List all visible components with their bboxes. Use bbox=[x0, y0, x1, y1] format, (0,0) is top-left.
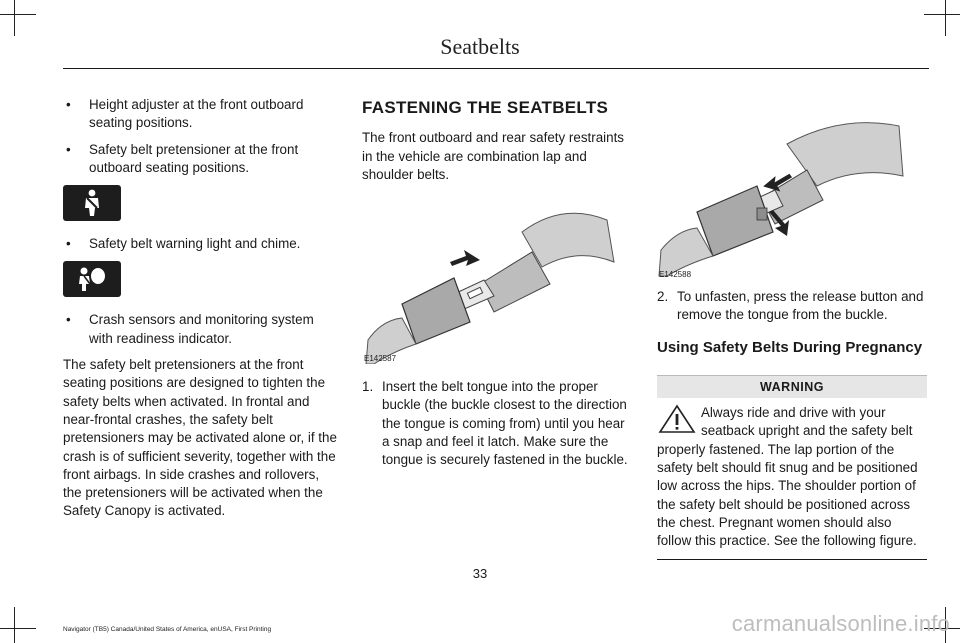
step-text: To unfasten, press the release button and remove the tongue from the buckle. bbox=[677, 289, 924, 323]
subsection-heading: Using Safety Belts During Pregnancy bbox=[657, 338, 923, 356]
list-item bbox=[63, 235, 338, 253]
list-item-text: Crash sensors and monitoring system with readiness indicator. bbox=[89, 312, 314, 346]
page-number: 33 bbox=[472, 566, 488, 581]
step-2 bbox=[657, 288, 927, 325]
list-item bbox=[63, 96, 338, 133]
warning-text: Always ride and drive with your seatback upright and the safety belt properly fastened. The lap portion of the safety belt should fit snug and be positioned low across the hips. The shoulder portion of the safety belt should be positioned across the chest. Pregnant women should also follow this practice. See the following figure. bbox=[657, 405, 918, 549]
buckle-insert-figure bbox=[362, 192, 632, 364]
step-number: 2. bbox=[657, 289, 669, 304]
intro-paragraph: The front outboard and rear safety restraints in the vehicle are combination lap and shoulder belts. bbox=[362, 130, 625, 182]
buckle-release-illustration bbox=[657, 100, 927, 278]
airbag-icon bbox=[63, 261, 121, 297]
seatbelt-warning-icon bbox=[63, 185, 121, 221]
list-item-text: Height adjuster at the front outboard seating positions. bbox=[89, 97, 304, 131]
list-item bbox=[63, 311, 338, 348]
bullet-dot: • bbox=[66, 97, 71, 112]
step-1 bbox=[362, 378, 632, 469]
warning-triangle-icon bbox=[657, 404, 697, 434]
page-title: Seatbelts bbox=[440, 34, 520, 59]
buckle-release-figure bbox=[657, 100, 927, 278]
step-number: 1. bbox=[362, 379, 374, 395]
section-heading: FASTENING THE SEATBELTS bbox=[362, 98, 609, 117]
bullet-dot: • bbox=[66, 236, 71, 252]
warning-label: WARNING bbox=[657, 375, 927, 398]
figure-code: E142587 bbox=[364, 354, 397, 364]
bullet-dot: • bbox=[66, 312, 71, 328]
warning-box bbox=[657, 404, 927, 550]
list-item-text: Safety belt pretensioner at the front outboard seating positions. bbox=[89, 141, 299, 175]
column-1 bbox=[63, 96, 338, 521]
list-item bbox=[63, 141, 338, 178]
column-3 bbox=[657, 96, 927, 560]
step-text: Insert the belt tongue into the proper buckle (the buckle closest to the direction the tongue is coming from) until you hear a snap and feel it latch. Make sure the tongue is securely fastened in the buckle. bbox=[382, 379, 628, 468]
crop-mark-tl-v bbox=[14, 0, 15, 36]
crop-mark-bl-v bbox=[14, 607, 15, 643]
warning-rule bbox=[657, 559, 927, 560]
footer-text: Navigator (TB5) Canada/United States of America, enUSA, First Printing bbox=[63, 626, 272, 633]
list-item-text: Safety belt warning light and chime. bbox=[89, 236, 301, 252]
watermark: carmanualsonline.info bbox=[731, 611, 950, 636]
crop-mark-tl-h bbox=[0, 14, 36, 15]
bullet-dot: • bbox=[66, 141, 71, 157]
crop-mark-tr-v bbox=[945, 0, 946, 36]
figure-code: E142588 bbox=[659, 270, 692, 279]
column-2 bbox=[362, 96, 632, 470]
crop-mark-bl-h bbox=[0, 628, 36, 629]
buckle-insert-illustration bbox=[362, 192, 632, 364]
header-rule bbox=[63, 68, 929, 69]
crop-mark-tr-h bbox=[924, 14, 960, 15]
body-paragraph: The safety belt pretensioners at the front seating positions are designed to tighten the safety belts when activated. In frontal and near-frontal crashes, the safety belt pretensioners may be activated alone or, if the crash is of sufficient severity, together with the front airbags. In side crashes and rollovers, the pretensioners will be activated when the Safety Canopy is activated. bbox=[63, 357, 337, 519]
